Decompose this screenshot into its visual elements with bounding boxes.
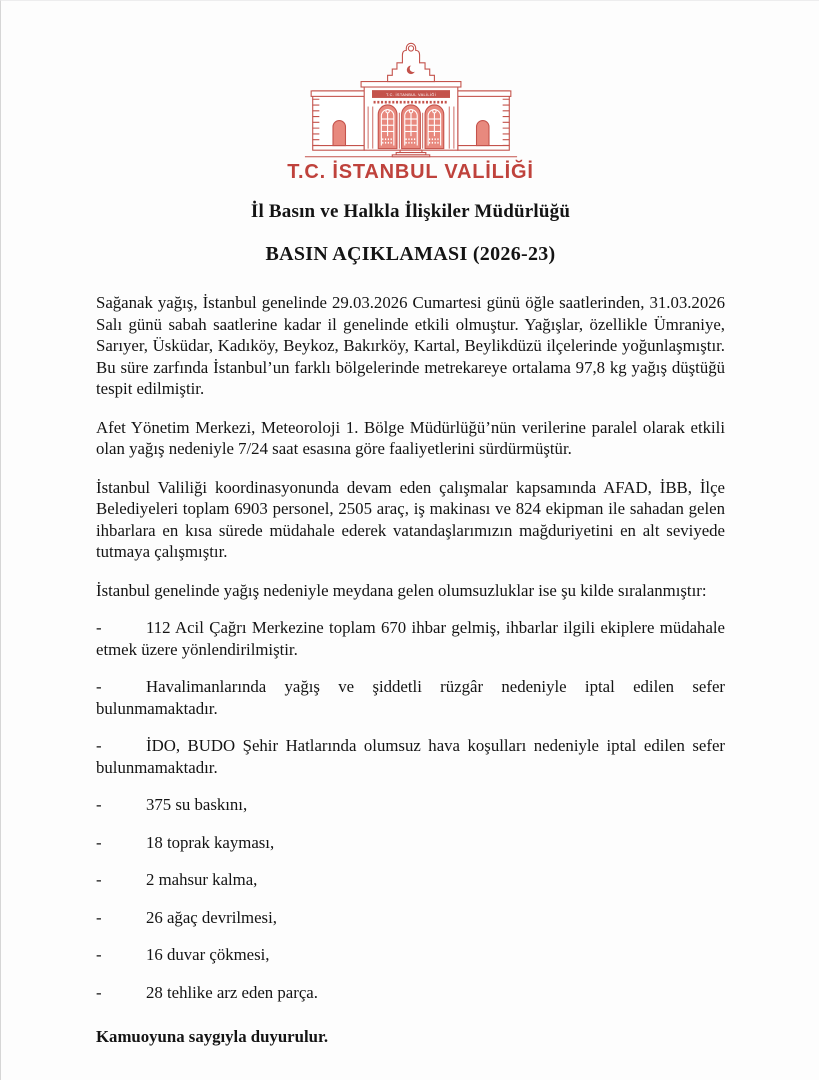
press-release-title: BASIN AÇIKLAMASI (2026-23) [265, 243, 556, 265]
bullet-dash: - [96, 870, 102, 889]
building-gable [387, 43, 434, 81]
bullet-dash: - [96, 832, 102, 852]
bullet-text: Havalimanlarında yağış ve şiddetli rüzgâr nedeniyle iptal edilen sefer bulunmamaktadır. [96, 677, 725, 718]
bullet-dash: - [96, 945, 102, 964]
building-right-wing [456, 91, 511, 150]
building-banner-text: T.C. İSTANBUL VALİLİĞİ [385, 92, 436, 98]
bullet-dash: - [96, 618, 102, 637]
bullet-dash: - [96, 907, 102, 927]
bullet-dash: - [96, 795, 102, 814]
building-steps [392, 150, 429, 157]
paragraph-rain-summary: Sağanak yağış, İstanbul genelinde 29.03.2026 Cumartesi günü öğle saatlerinden, 31.03.2026 Salı günü sabah saatlerine kadar il genelinde etkili olmuştur. Yağışlar, özellikle Ümraniye, Sarıyer, Üsküdar, Kadıköy, Beykoz, Bakırköy, Kartal, Beylikdüzü ilçelerinde yoğunlaşmıştır. Bu süre zarfında İstanbul’un farklı bölgelerinde metrekareye ortalama 97,8 kg yağış düştüğü tespit edilmiştir. [96, 293, 725, 398]
bullet-text: 28 tehlike arz eden parça. [146, 982, 318, 1002]
building-arched-windows [378, 105, 444, 149]
list-item [96, 794, 725, 816]
governorship-building-icon [294, 41, 528, 158]
building-left-wing [311, 91, 366, 150]
list-item [96, 869, 725, 891]
bullet-text: 18 toprak kayması, [146, 832, 275, 852]
list-item [96, 676, 725, 719]
bullet-dash: - [96, 677, 102, 696]
logo-org-name: T.C. İSTANBUL VALİLİĞİ [287, 161, 534, 183]
logo [96, 41, 725, 184]
list-item [96, 832, 725, 854]
list-item [96, 735, 725, 778]
list-item [96, 617, 725, 660]
bullet-text: 2 mahsur kalma, [146, 870, 258, 889]
bullet-dash: - [96, 736, 102, 755]
paragraph-afad-operations: Afet Yönetim Merkezi, Meteoroloji 1. Bölge Müdürlüğü’nün verilerine paralel olarak etkili olan yağış nedeniyle 7/24 saat esasına göre faaliyetlerini sürdürmüştür. [96, 417, 725, 458]
bullet-dash: - [96, 982, 102, 1002]
list-item [96, 982, 725, 1004]
bullet-text: 375 su baskını, [146, 795, 248, 814]
list-item [96, 944, 725, 966]
bullet-text: 16 duvar çökmesi, [146, 945, 270, 964]
closing-statement: Kamuoyuna saygıyla duyurulur. [96, 1027, 329, 1046]
department-title: İl Basın ve Halkla İlişkiler Müdürlüğü [250, 201, 571, 222]
paragraph-coordination: İstanbul Valiliği koordinasyonunda devam eden çalışmalar kapsamında AFAD, İBB, İlçe Belediyeleri toplam 6903 personel, 2505 araç, iş makinası ve 824 ekipman ile sahadan gelen ihbarlara en kısa sürede müdahale ederek vatandaşlarımızın mağduriyetini en alt seviyede tutmaya çalışmıştır. [96, 477, 725, 561]
bullet-text: İDO, BUDO Şehir Hatlarında olumsuz hava koşulları nedeniyle iptal edilen sefer bulunmamaktadır. [96, 736, 725, 777]
bullet-text: 112 Acil Çağrı Merkezine toplam 670 ihbar gelmiş, ihbarlar ilgili ekiplere müdahale etmek üzere yönlendirilmiştir. [96, 618, 725, 659]
list-item [96, 907, 725, 929]
list-intro: İstanbul genelinde yağış nedeniyle meydana gelen olumsuzluklar ise şu kilde sıralanmıştır: [96, 580, 707, 600]
bullet-text: 26 ağaç devrilmesi, [146, 907, 277, 927]
